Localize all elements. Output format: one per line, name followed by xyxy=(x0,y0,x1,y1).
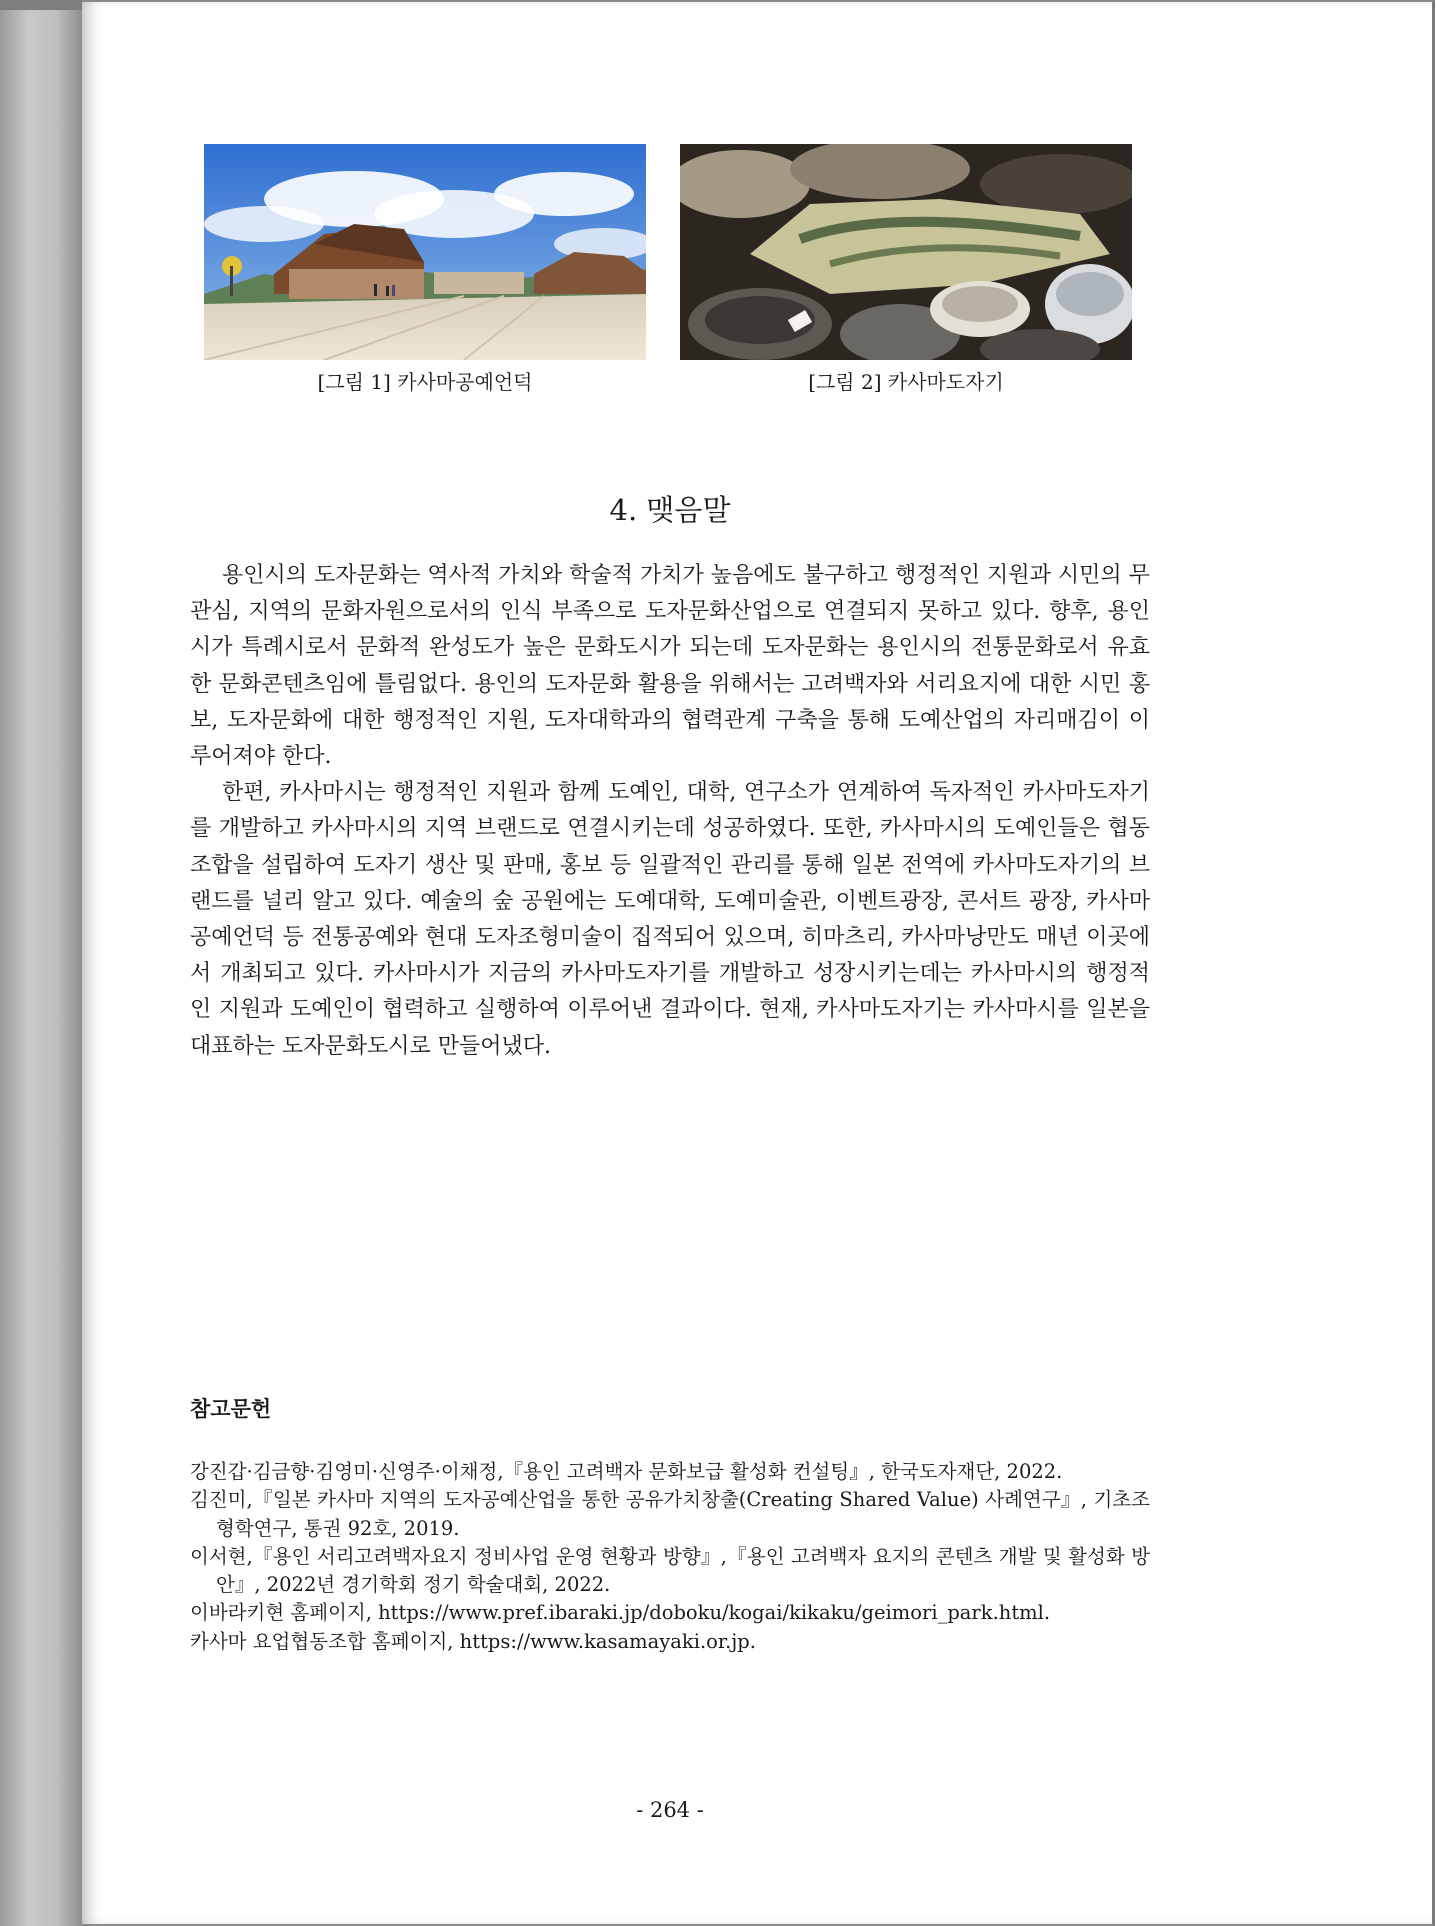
reference-item: 강진갑·김금향·김영미·신영주·이채정,『용인 고려백자 문화보급 활성화 컨설팅』, 한국도자재단, 2022. xyxy=(190,1460,1063,1483)
paragraph: 한편, 카사마시는 행정적인 지원과 함께 도예인, 대학, 연구소가 연계하여 독자적인 카사마도자기를 개발하고 카사마시의 지역 브랜드로 연결시키는데 성공하였다. 또한, 카사마시의 도예인들은 협동조합을 설립하여 도자기 생산 및 판매, 홍보 등 일괄적인 관리를 통해 일본 전역에 카사마도자기의 브랜드를 널리 알고 있다. 예술의 숲 공원에는 도예대학, 도예미술관, 이벤트광장, 콘서트 광장, 카사마공예언덕 등 전통공예와 현대 도자조형미술이 집적되어 있으며, 히마츠리, 카사마낭만도 매년 이곳에서 개최되고 있다. 카사마시가 지금의 카사마도자기를 개발하고 성장시키는데는 카사마시의 행정적인 지원과 도예인이 협력하고 실행하여 이루어낸 결과이다. 현재, 카사마도자기는 카사마시를 일본을 대표하는 도자문화도시로 만들어냈다. xyxy=(190,780,1150,1059)
figure-2-photo xyxy=(680,144,1132,360)
reference-item: 카사마 요업협동조합 홈페이지, https://www.kasamayaki.or.jp. xyxy=(190,1629,756,1653)
reference-item: 김진미,『일본 카사마 지역의 도자공예산업을 통한 공유가치창출(Creating Shared Value) 사례연구』, 기초조형학연구, 통권 92호, 2019. xyxy=(190,1488,1150,1540)
references-list xyxy=(190,1458,1150,1656)
book-spine-top xyxy=(0,0,82,10)
book-spine xyxy=(0,0,83,1926)
section-heading: 4. 맺음말 xyxy=(609,493,731,527)
craft-hill-photo-icon xyxy=(204,144,646,360)
reference-item: 이바라키현 홈페이지, https://www.pref.ibaraki.jp/doboku/kogai/kikaku/geimori_park.html. xyxy=(190,1601,1051,1625)
references-title: 참고문헌 xyxy=(190,1397,272,1421)
figure-1-caption: [그림 1] 카사마공예언덕 xyxy=(317,370,533,394)
kasama-ceramics-photo-icon xyxy=(680,144,1132,360)
reference-item: 이서현,『용인 서리고려백자요지 정비사업 운영 현황과 방향』,『용인 고려백자 요지의 콘텐츠 개발 및 활성화 방안』, 2022년 경기학회 정기 학술대회, 2022. xyxy=(190,1544,1150,1597)
paragraph: 용인시의 도자문화는 역사적 가치와 학술적 가치가 높음에도 불구하고 행정적인 지원과 시민의 무관심, 지역의 문화자원으로서의 인식 부족으로 도자문화산업으로 연결되지 못하고 있다. 향후, 용인시가 특례시로서 문화적 완성도가 높은 문화도시가 되는데 도자문화는 용인시의 전통문화로서 유효한 문화콘텐츠임에 틀림없다. 용인의 도자문화 활용을 위해서는 고려백자와 서리요지에 대한 시민 홍보, 도자문화에 대한 행정적인 지원, 도자대학과의 협력관계 구축을 통해 도예산업의 자리매김이 이루어져야 한다. xyxy=(190,563,1150,770)
section-body xyxy=(190,558,1150,1065)
page-number: - 264 - xyxy=(636,1798,704,1822)
figure-2-caption: [그림 2] 카사마도자기 xyxy=(808,370,1004,394)
figure-1-photo xyxy=(204,144,646,360)
